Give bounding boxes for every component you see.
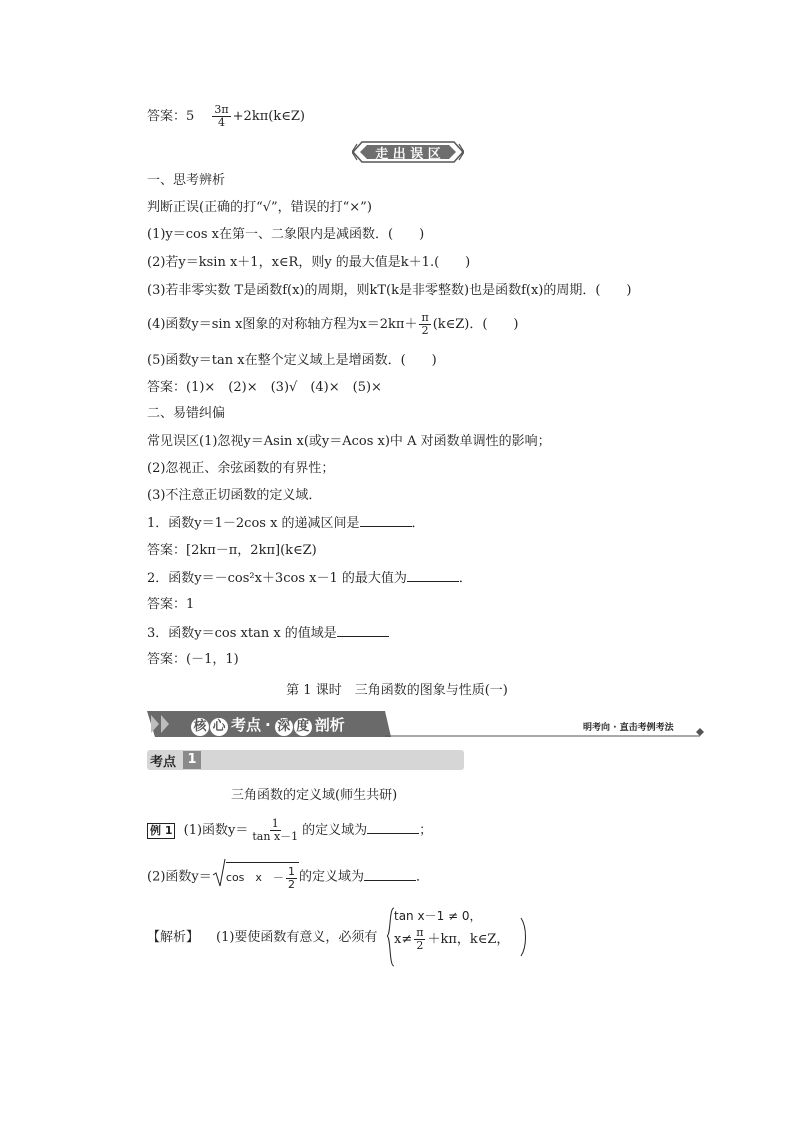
core-char-circle: 心 [210, 718, 228, 736]
system-frac-num: π [416, 926, 424, 939]
question-2: 2．函数y＝－cos²x＋3cos x－1 的最大值为 ． [147, 571, 472, 586]
example-p1-num: 1 [271, 817, 279, 830]
core-char-circle: 度 [294, 718, 312, 736]
section1-item-4 [147, 312, 519, 338]
answer-blank [367, 821, 419, 834]
section1-heading: 一、思考辨析 [147, 173, 226, 188]
example-p1-den: tan x－1 [252, 830, 299, 843]
sqrt-fraction [286, 866, 297, 891]
item4-fraction [419, 312, 430, 337]
example-p1-fraction [250, 818, 300, 843]
kaodian-label: 考点 [150, 755, 177, 770]
section1-item: (2)若y＝ksin x＋1，x∈R，则y 的最大值是k＋1.( ) [147, 255, 471, 270]
system-line-2-prefix: x≠ [394, 932, 413, 947]
kaodian-bar [147, 750, 464, 770]
question-1-text: 1．函数y＝1－2cos x 的递减区间是 [147, 516, 360, 531]
answer-2: 答案：1 [147, 597, 195, 612]
kaodian-title: 三角函数的定义域(师生共研) [231, 788, 398, 803]
example-p1-end: ； [419, 823, 433, 838]
section2-heading: 二、易错纠偏 [147, 406, 226, 421]
answer-blank [360, 514, 412, 527]
core-char: 考点 [231, 716, 262, 734]
section1-answer: 答案：(1)× (2)× (3)√ (4)× (5)× [147, 380, 382, 395]
solution-text: (1)要使函数有意义，必须有 [216, 930, 378, 945]
system-line-2-suffix: ＋kπ，k∈Z， [427, 932, 510, 947]
core-char-circle: 核 [191, 718, 209, 736]
item4-frac-num: π [421, 311, 429, 324]
core-bar-right-text: 明考向 · 直击考例考法 [583, 723, 674, 733]
top-answer-frac-num: 3π [214, 103, 229, 116]
sqrt-icon [212, 858, 226, 888]
core-char-circle: 深 [275, 718, 293, 736]
question-2-text: 2．函数y＝－cos²x＋3cos x－1 的最大值为 [147, 571, 407, 586]
system-frac-den: 2 [416, 939, 424, 952]
top-answer-frac-den: 4 [218, 116, 226, 129]
question-1: 1．函数y＝1－2cos x 的递减区间是 ． [147, 516, 425, 531]
section2-line: 常见误区(1)忽视y＝Asin x(或y＝Acos x)中 A 对函数单调性的影响； [147, 434, 551, 449]
answer-blank [364, 868, 416, 881]
example-p2-prefix: (2)函数y＝ [147, 869, 212, 885]
example-label: 例 1 [147, 823, 175, 839]
system-fraction [414, 927, 425, 952]
question-3 [147, 624, 389, 643]
section-banner [352, 141, 464, 163]
system-line-1: tan x－1 ≠ 0， [394, 909, 482, 923]
item4-suffix: (k∈Z)．( ) [432, 317, 519, 332]
item4-frac-den: 2 [421, 324, 429, 337]
top-answer [147, 104, 305, 129]
example-1-part1 [147, 818, 432, 844]
example-p1-prefix: (1)函数y＝ [183, 823, 249, 838]
kaodian-number: 1 [183, 751, 201, 769]
example-p2-end: ． [415, 869, 429, 885]
section2-line: (2)忽视正、余弦函数的有界性； [147, 461, 335, 476]
top-answer-suffix: +2kπ(k∈Z) [232, 109, 305, 124]
sqrt-expression [216, 862, 299, 892]
answer-1: 答案：[2kπ－π，2kπ](k∈Z) [147, 543, 317, 558]
answer-blank [337, 624, 389, 637]
core-bar-title [191, 714, 345, 736]
core-char: 剖析 [314, 716, 345, 734]
answer-3: 答案：(－1，1) [147, 652, 239, 667]
core-topic-bar [147, 711, 707, 737]
section1-intro: 判断正误(正确的打“√”，错误的打“×”) [147, 200, 372, 215]
example-p1-suffix: 的定义域为 [302, 823, 368, 838]
example-p2-suffix: 的定义域为 [298, 869, 364, 885]
example-1-part2 [147, 862, 429, 892]
sqrt-content [226, 862, 299, 892]
top-answer-prefix: 答案：5 [147, 109, 195, 124]
question-3-text: 3．函数y＝cos xtan x 的值域是 [147, 626, 337, 641]
solution-label: 【解析】 [147, 930, 200, 945]
sqrt-frac-num: 1 [287, 864, 295, 878]
core-dot: · [265, 716, 271, 734]
right-paren-icon [520, 917, 528, 957]
section2-line: (3)不注意正切函数的定义域． [147, 488, 322, 503]
lesson-title: 第 1 课时 三角函数的图象与性质(一) [286, 683, 508, 698]
section1-item: (1)y＝cos x在第一、二象限内是减函数．( ) [147, 227, 425, 242]
sqrt-text: cos x － [225, 871, 284, 884]
section1-item: (5)函数y＝tan x在整个定义域上是增函数．( ) [147, 353, 437, 368]
sqrt-frac-den: 2 [287, 877, 295, 891]
answer-blank [407, 569, 459, 582]
top-answer-fraction [212, 104, 230, 129]
section1-item: (3)若非零实数 T是函数f(x)的周期，则kT(k是非零整数)也是函数f(x)的周期．( ) [147, 283, 632, 298]
banner-text: 走 出 误 区 [375, 147, 441, 162]
item4-prefix: (4)函数y＝sin x图象的对称轴方程为x＝2kπ＋ [147, 317, 418, 332]
system-line-2 [394, 927, 509, 953]
